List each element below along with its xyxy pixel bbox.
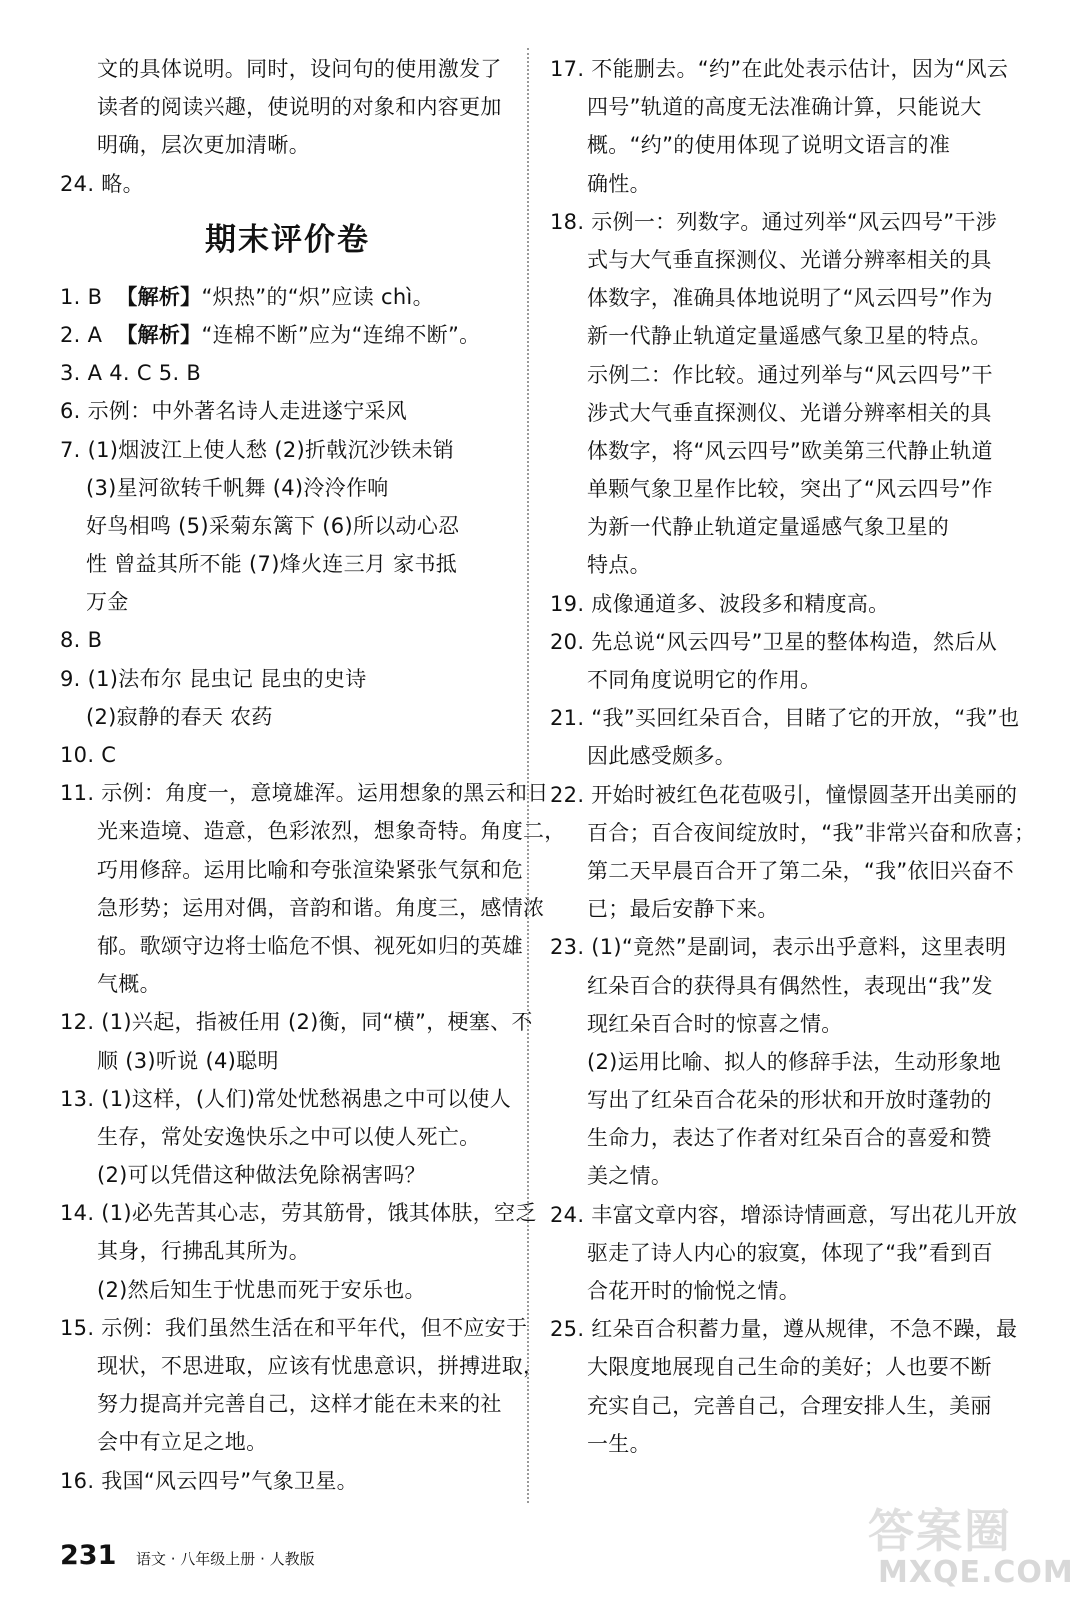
page-number: 231 xyxy=(60,1540,117,1571)
answer-line: 现红朵百合时的惊喜之情。 xyxy=(587,1011,843,1036)
answer-line: 性 曾益其所不能 (7)烽火连三月 家书抵 xyxy=(86,552,458,577)
answer-line: (2)寂静的春天 农药 xyxy=(86,704,273,729)
answer-line: 美之情。 xyxy=(587,1164,673,1189)
answer-line: 顺 (3)听说 (4)聪明 xyxy=(97,1048,279,1073)
answer-line: 18. 示例一：列数字。通过列举“风云四号”干涉 xyxy=(550,209,998,234)
answer-line: 确性。 xyxy=(587,171,651,196)
answer-line: 示例二：作比较。通过列举与“风云四号”干 xyxy=(587,362,993,387)
answer-line: 现状，不思进取，应该有忧患意识，拼搏进取， xyxy=(97,1354,545,1378)
answer-line: (2)运用比喻、拟人的修辞手法，生动形象地 xyxy=(587,1049,1002,1074)
answer-line: 郁。歌颂守边将士临危不惧、视死如归的英雄 xyxy=(97,933,523,958)
answer-line: 7. (1)烟波江上使人愁 (2)折戟沉沙铁未销 xyxy=(60,437,455,462)
answer-line: 大限度地展现自己生命的美好；人也要不断 xyxy=(587,1355,992,1380)
answer-line xyxy=(60,278,515,316)
answer-line: 明确，层次更加清晰。 xyxy=(97,133,310,158)
answer-line: 24. 丰富文章内容，增添诗情画意，写出花儿开放 xyxy=(550,1202,1018,1227)
answer-line: 17. 不能删去。“约”在此处表示估计，因为“风云 xyxy=(550,57,1009,81)
answer-line: 6. 示例：中外著名诗人走进遂宁采风 xyxy=(60,399,408,424)
answer-line: 急形势；运用对偶，音韵和谐。角度三，感情浓 xyxy=(97,895,545,920)
answer-line: 16. 我国“风云四号”气象卫星。 xyxy=(60,1468,358,1493)
answer-line: 红朵百合的获得具有偶然性，表现出“我”发 xyxy=(587,973,993,998)
answer-line: (3)星河欲转千帆舞 (4)泠泠作响 xyxy=(86,475,389,500)
answer-line: 百合；百合夜间绽放时，“我”非常兴奋和欣喜； xyxy=(587,820,1036,845)
book-title: 语文 · 八年级上册 · 人教版 xyxy=(136,1550,315,1568)
answer-line: 文的具体说明。同时，设问句的使用激发了 xyxy=(97,57,502,81)
answer-line: 光来造境、造意，色彩浓烈，想象奇特。角度二， xyxy=(97,819,566,844)
answer-line: 体数字，准确具体地说明了“风云四号”作为 xyxy=(587,286,993,311)
answer-line: 单颗气象卫星作比较，突出了“风云四号”作 xyxy=(587,477,993,502)
answer-line: 一生。 xyxy=(587,1431,651,1456)
left-column xyxy=(60,50,566,1500)
answer-line: 不同角度说明它的作用。 xyxy=(587,668,822,692)
answer-line: 25. 红朵百合积蓄力量，遵从规律，不急不躁，最 xyxy=(550,1317,1018,1342)
answer-line: 充实自己，完善自己，合理安排人生，美丽 xyxy=(587,1393,992,1418)
answer-line: 气概。 xyxy=(97,972,161,997)
analysis-label: 【解析】 xyxy=(116,322,202,347)
answer-line: 9. (1)法布尔 昆虫记 昆虫的史诗 xyxy=(60,666,367,691)
answer-line: 努力提高并完善自己，这样才能在未来的社 xyxy=(97,1392,502,1417)
answer-line: (2)然后知生于忧患而死于安乐也。 xyxy=(97,1277,426,1302)
answer-line: 读者的阅读兴趣，使说明的对象和内容更加 xyxy=(97,95,502,120)
answer-line: 体数字，将“风云四号”欧美第三代静止轨道 xyxy=(587,438,993,463)
answer-line: 8. B xyxy=(60,628,103,653)
answer-line: 因此感受颇多。 xyxy=(587,744,737,769)
answer-line: 22. 开始时被红色花苞吸引，憧憬圆茎开出美丽的 xyxy=(550,782,1018,807)
answer-line: 24. 略。 xyxy=(60,171,144,196)
answer-line: 3. A 4. C 5. B xyxy=(60,361,202,386)
answer-line: 12. (1)兴起，指被任用 (2)衡，同“横”，梗塞、不 xyxy=(60,1010,533,1035)
answer-line: (2)可以凭借这种做法免除祸害吗？ xyxy=(97,1163,426,1188)
answer-line: 新一代静止轨道定量遥感气象卫星的特点。 xyxy=(587,324,992,349)
answer-line: 四号”轨道的高度无法准确计算，只能说大 xyxy=(587,95,982,120)
answer-line: 第二天早晨百合开了第二朵，“我”依旧兴奋不 xyxy=(587,858,1015,883)
answer-line: 11. 示例：角度一，意境雄浑。运用想象的黑云和日 xyxy=(60,781,549,806)
answer-line: 13. (1)这样，(人们)常处忧愁祸患之中可以使人 xyxy=(60,1086,512,1111)
answer-line: 特点。 xyxy=(587,553,651,578)
answer-line: 15. 示例：我们虽然生活在和平年代，但不应安于 xyxy=(60,1315,528,1340)
column-divider xyxy=(527,48,529,1503)
answer-line: 生存，常处安逸快乐之中可以使人死亡。 xyxy=(97,1124,481,1149)
answer-line: 14. (1)必先苦其心志，劳其筋骨，饿其体肤，空乏 xyxy=(60,1201,537,1226)
answer-line: 10. C xyxy=(60,743,117,767)
answer-line: 万金 xyxy=(86,590,129,615)
answer-line: 合花开时的愉悦之情。 xyxy=(587,1279,800,1303)
watermark-url: MXQE.COM xyxy=(878,1555,1074,1590)
answer-key: 2. A xyxy=(60,322,117,347)
answer-line: 20. 先总说“风云四号”卫星的整体构造，然后从 xyxy=(550,629,998,654)
answer-line: 涉式大气垂直探测仪、光谱分辨率相关的具 xyxy=(587,400,992,425)
answer-line: 会中有立足之地。 xyxy=(97,1430,268,1455)
analysis-text: “连棉不断”应为“连绵不断”。 xyxy=(201,322,481,347)
analysis-label: 【解析】 xyxy=(116,284,202,309)
answer-line: 好鸟相鸣 (5)采菊东篱下 (6)所以动心忍 xyxy=(86,513,460,538)
answer-line: 21. “我”买回红朵百合，目睹了它的开放，“我”也 xyxy=(550,706,1020,731)
right-column xyxy=(550,50,1036,1463)
watermark-logo xyxy=(868,1495,1074,1595)
watermark-text: 答案圈 xyxy=(868,1504,1012,1558)
answer-line: 驱走了诗人内心的寂寞，体现了“我”看到百 xyxy=(587,1240,993,1265)
analysis-text: “炽热”的“炽”应读 chì。 xyxy=(201,284,434,309)
answer-line xyxy=(60,316,515,354)
answer-line: 式与大气垂直探测仪、光谱分辨率相关的具 xyxy=(587,247,992,272)
answer-line: 巧用修辞。运用比喻和夸张渲染紧张气氛和危 xyxy=(97,857,523,882)
answer-line: 概。“约”的使用体现了说明文语言的准 xyxy=(587,133,951,158)
answer-line: 生命力，表达了作者对红朵百合的喜爱和赞 xyxy=(587,1126,992,1151)
answer-line: 写出了红朵百合花朵的形状和开放时蓬勃的 xyxy=(587,1088,992,1113)
answer-line: 19. 成像通道多、波段多和精度高。 xyxy=(550,591,890,616)
answer-line: 已；最后安静下来。 xyxy=(587,897,779,922)
section-title: 期末评价卷 xyxy=(205,221,370,258)
answer-line: 其身，行拂乱其所为。 xyxy=(97,1239,310,1264)
answer-line: 为新一代静止轨道定量遥感气象卫星的 xyxy=(587,515,950,540)
answer-key: 1. B xyxy=(60,284,117,309)
answer-line: 23. (1)“竟然”是副词，表示出乎意料，这里表明 xyxy=(550,935,1007,960)
